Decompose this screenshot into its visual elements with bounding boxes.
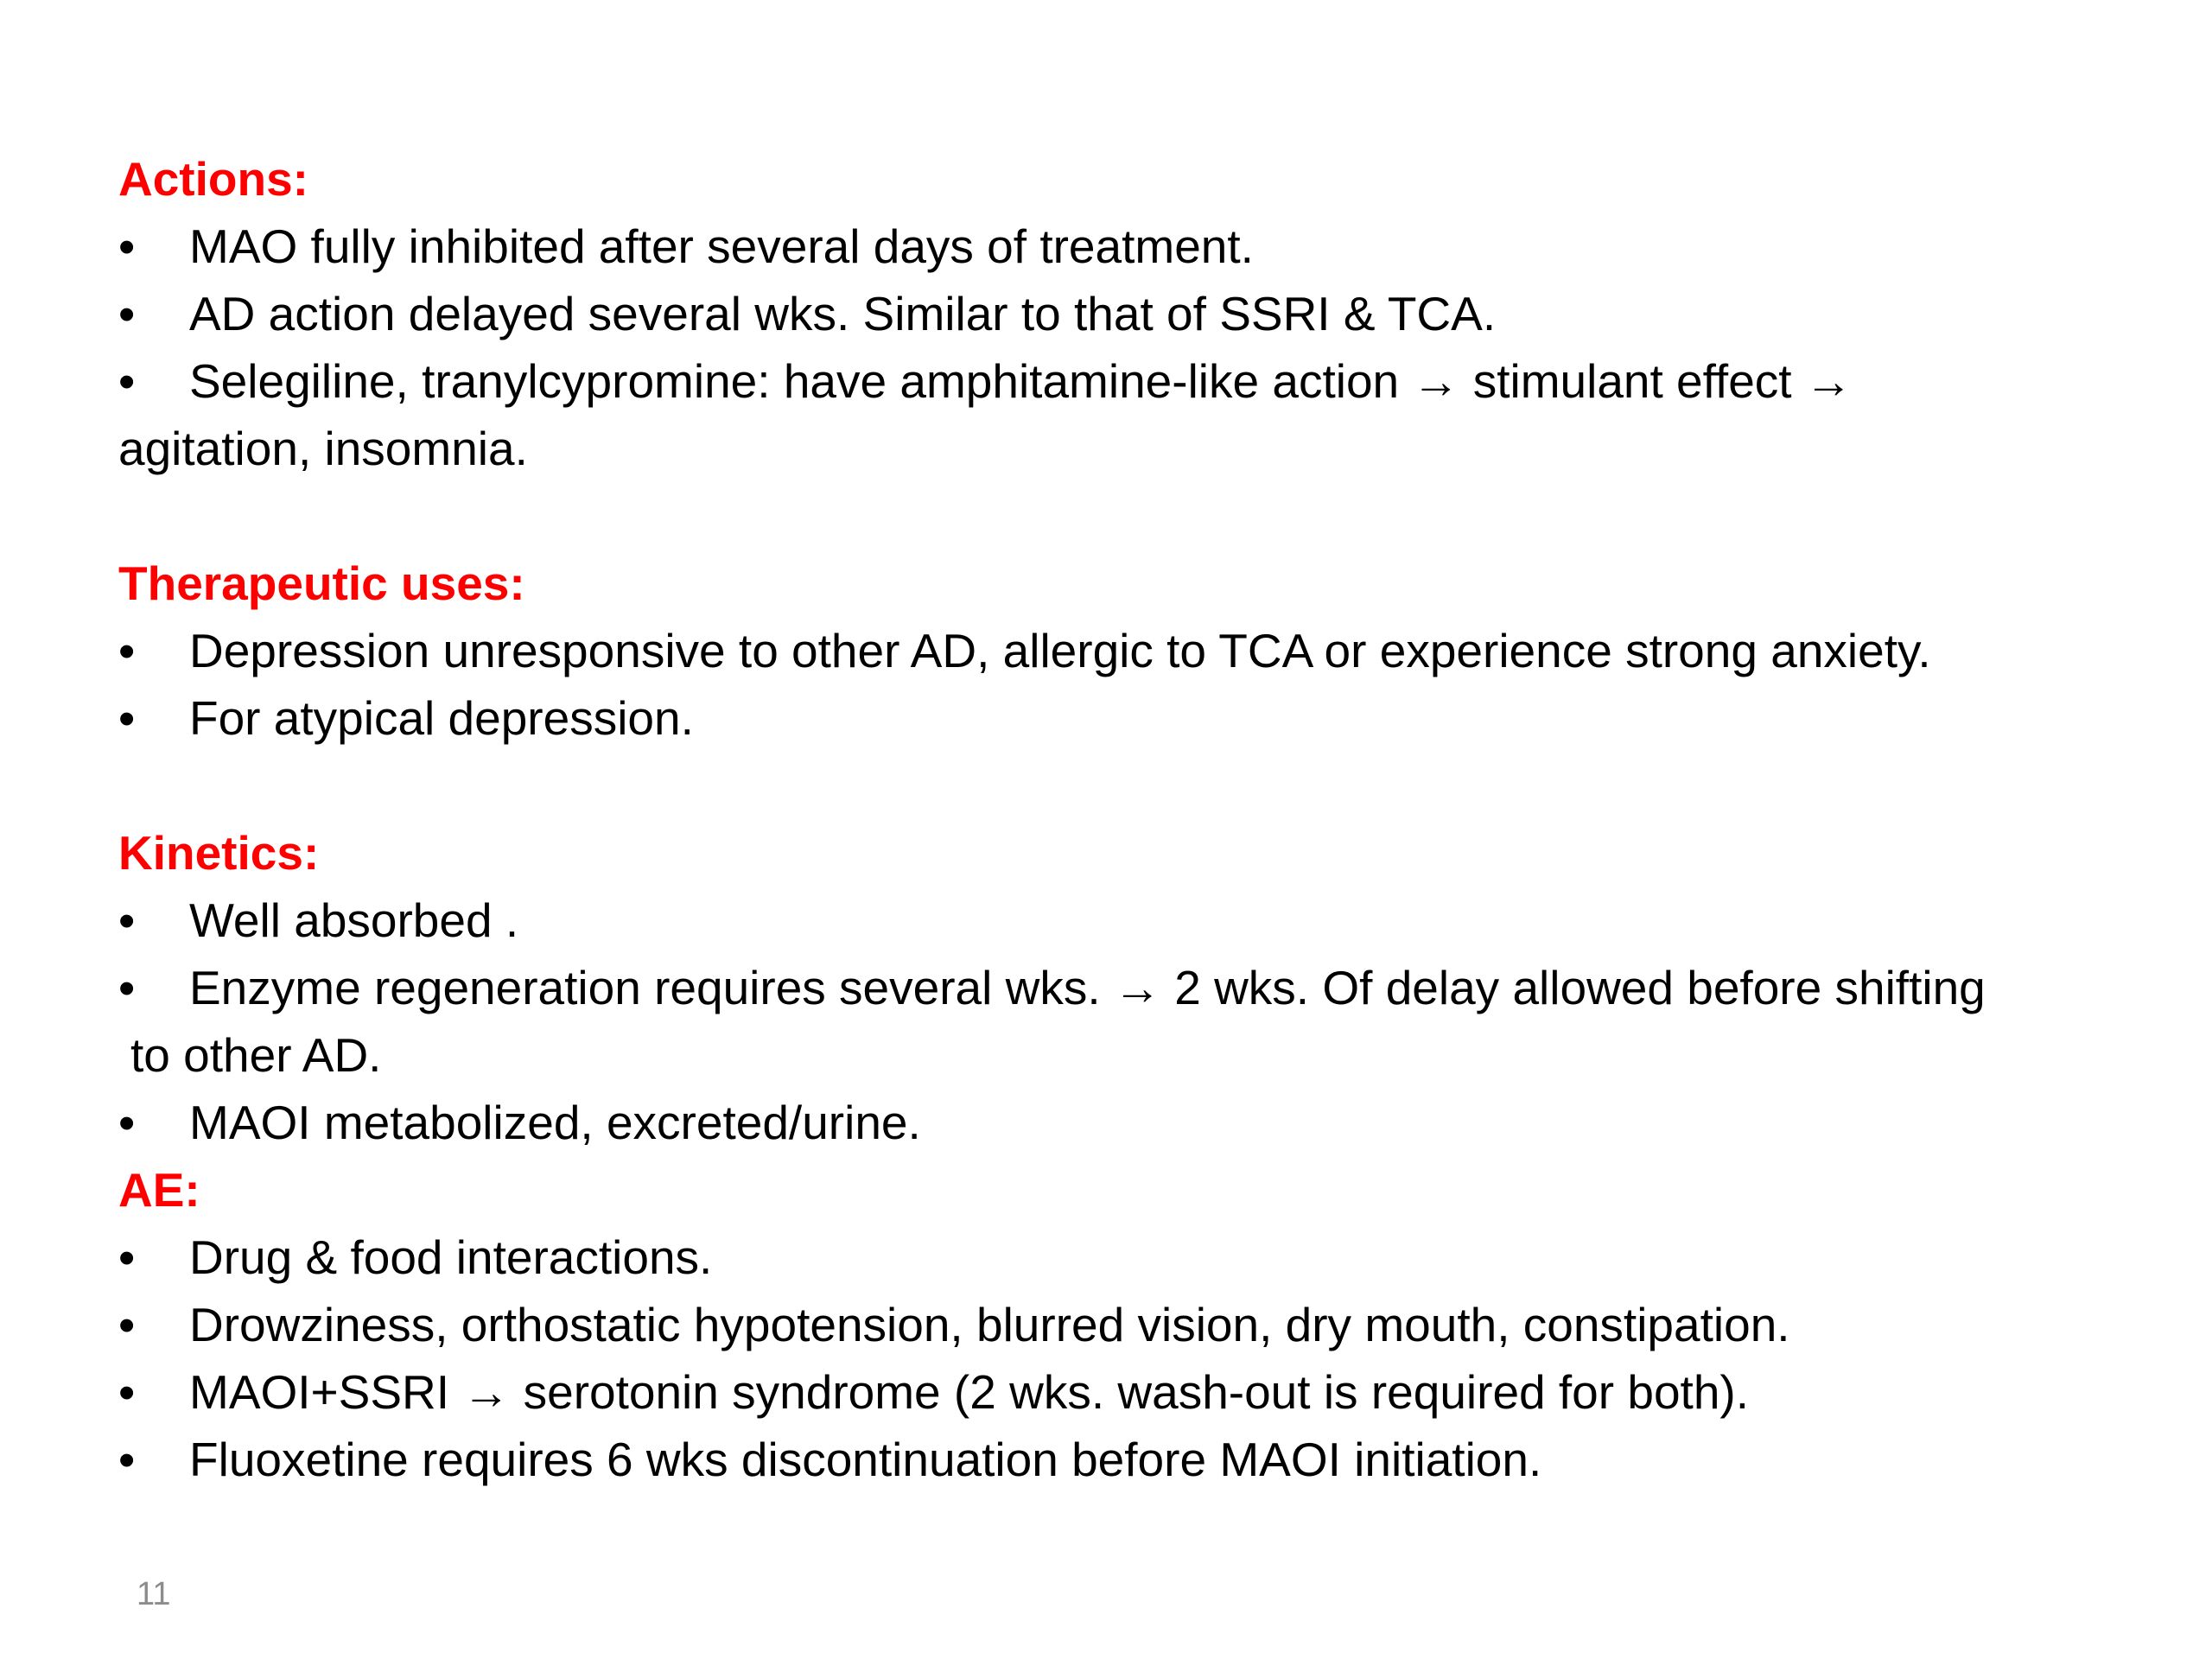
- list-item-text: MAOI+SSRI → serotonin syndrome (2 wks. wash-out is required for both).: [189, 1365, 1750, 1419]
- list-item-text: For atypical depression.: [189, 691, 694, 745]
- list-item-continuation: agitation, insomnia.: [118, 422, 528, 475]
- bullet: •: [118, 354, 136, 408]
- list-item: [118, 1089, 2149, 1156]
- list-item-text: MAO fully inhibited after several days of treatment.: [189, 219, 1254, 273]
- list-item: [118, 1224, 2149, 1291]
- actions-heading: Actions:: [118, 152, 308, 206]
- list-item-continuation: to other AD.: [130, 1028, 382, 1082]
- list-item: [118, 347, 2149, 482]
- page-number: 11: [137, 1576, 171, 1612]
- list-item: [118, 1426, 2149, 1493]
- bullet: •: [118, 1096, 136, 1149]
- list-item-text: MAOI metabolized, excreted/urine.: [189, 1096, 921, 1149]
- bullet: •: [118, 624, 136, 677]
- bullet: •: [118, 893, 136, 947]
- list-item: [118, 617, 2149, 684]
- list-item: [118, 954, 2149, 1089]
- list-item-text: Fluoxetine requires 6 wks discontinuation before MAOI initiation.: [189, 1433, 1542, 1486]
- slide-content: [118, 145, 2149, 1493]
- list-item: [118, 1358, 2149, 1426]
- bullet: •: [118, 961, 136, 1014]
- bullet: •: [118, 287, 136, 340]
- list-item-text: Selegiline, tranylcypromine: have amphitamine-like action → stimulant effect →: [189, 354, 1853, 408]
- list-item-text: Drug & food interactions.: [189, 1230, 713, 1284]
- list-item-text: Drowziness, orthostatic hypotension, blurred vision, dry mouth, constipation.: [189, 1298, 1790, 1351]
- bullet: •: [118, 1433, 136, 1486]
- list-item: [118, 280, 2149, 347]
- bullet: •: [118, 1365, 136, 1419]
- kinetics-heading: Kinetics:: [118, 826, 320, 880]
- bullet: •: [118, 1298, 136, 1351]
- ae-heading: AE:: [118, 1163, 200, 1217]
- list-item: [118, 213, 2149, 280]
- list-item-text: AD action delayed several wks. Similar to that of SSRI & TCA.: [189, 287, 1497, 340]
- list-item-text: Well absorbed .: [189, 893, 519, 947]
- bullet: •: [118, 691, 136, 745]
- list-item: [118, 1291, 2149, 1358]
- list-item-text: Depression unresponsive to other AD, allergic to TCA or experience strong anxiety.: [189, 624, 1931, 677]
- list-item-text: Enzyme regeneration requires several wks. → 2 wks. Of delay allowed before shifting: [189, 961, 1986, 1014]
- list-item: [118, 887, 2149, 954]
- section-gap: [118, 752, 2149, 819]
- bullet: •: [118, 1230, 136, 1284]
- bullet: •: [118, 219, 136, 273]
- list-item: [118, 684, 2149, 752]
- section-gap: [118, 482, 2149, 550]
- therapeutic-uses-heading: Therapeutic uses:: [118, 556, 525, 610]
